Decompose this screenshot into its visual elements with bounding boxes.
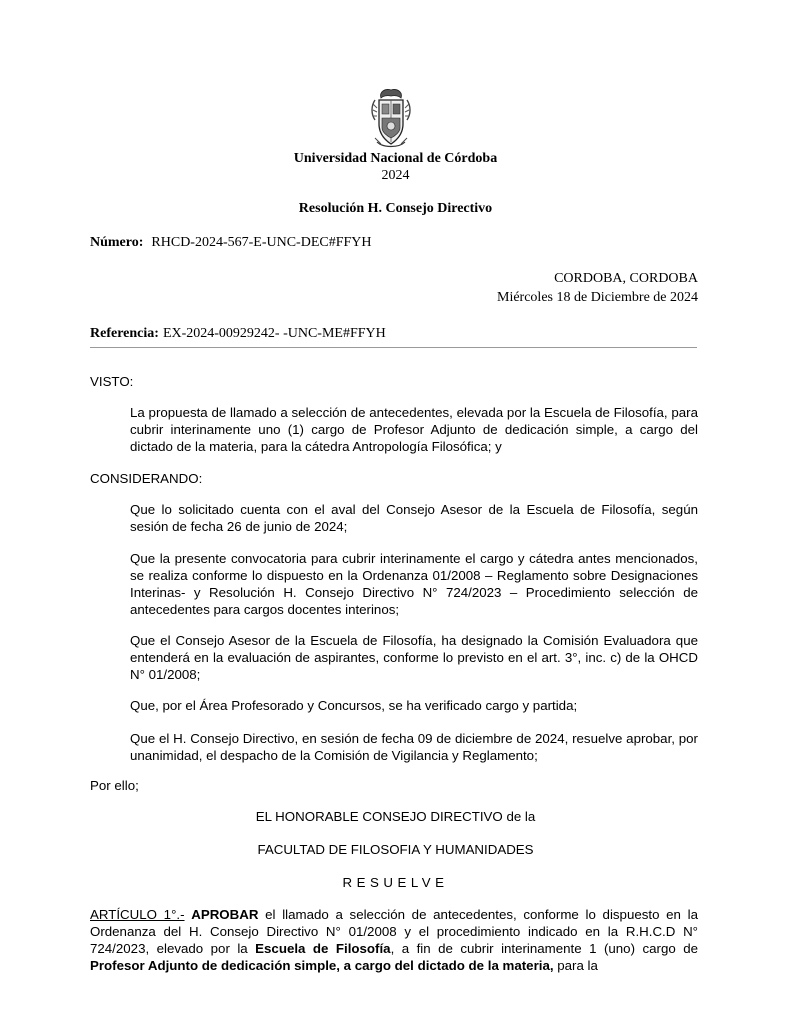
council-line-1: EL HONORABLE CONSEJO DIRECTIVO de la <box>255 809 536 824</box>
referencia-value: EX-2024-00929242- -UNC-ME#FFYH <box>162 326 386 341</box>
por-ello: Por ello; <box>90 778 139 793</box>
articulo-1-label: ARTÍCULO 1°.- <box>90 907 185 922</box>
university-seal-icon <box>369 86 413 150</box>
considerando-heading: CONSIDERANDO: <box>90 471 203 486</box>
considerando-paragraph: Que el Consejo Asesor de la Escuela de Filosofía, ha designado la Comisión Evaluadora que entenderá en la evaluación de aspirantes, conforme lo previsto en el art. 3°, inc. c) de la OHCD N° 01/2008; <box>130 633 698 682</box>
numero-value: RHCD-2024-567-E-UNC-DEC#FFYH <box>151 235 372 250</box>
numero-row <box>90 235 372 251</box>
articulo-1-cargo: Profesor Adjunto de dedicación simple, a cargo del dictado de la materia, <box>90 958 554 973</box>
resuelve-heading: RESUELVE <box>342 875 449 890</box>
considerando-paragraph: Que lo solicitado cuenta con el aval del Consejo Asesor de la Escuela de Filosofía, según sesión de fecha 26 de junio de 2024; <box>130 502 698 534</box>
articulo-1 <box>90 906 698 974</box>
numero-label: Número: <box>90 235 144 250</box>
council-line-2: FACULTAD DE FILOSOFIA Y HUMANIDADES <box>257 842 534 857</box>
articulo-1-escuela: Escuela de Filosofía <box>255 941 391 956</box>
considerando-paragraph: Que, por el Área Profesorado y Concursos, se ha verificado cargo y partida; <box>130 698 578 713</box>
date: Miércoles 18 de Diciembre de 2024 <box>497 290 698 305</box>
university-name: Universidad Nacional de Córdoba <box>293 151 498 166</box>
resolution-type: Resolución H. Consejo Directivo <box>298 201 493 216</box>
articulo-1-text-a: el llamado a selección de antecedentes, conforme lo dispuesto en la Ordenanza del H. Consejo Directivo N° 01/2008 y el procedimiento indicado en la R.H.C.D N° 724/2023, elevado por la <box>90 907 698 956</box>
considerando-paragraph: Que el H. Consejo Directivo, en sesión de fecha 09 de diciembre de 2024, resuelve aprobar, por unanimidad, el despacho de la Comisión de Vigilancia y Reglamento; <box>130 731 698 763</box>
visto-heading: VISTO: <box>90 374 134 389</box>
document-year: 2024 <box>381 168 410 183</box>
visto-paragraph: La propuesta de llamado a selección de antecedentes, elevada por la Escuela de Filosofía, para cubrir interinamente uno (1) cargo de Profesor Adjunto de dedicación simple, a cargo del dictado de la materia, para la cátedra Antropología Filosófica; y <box>130 405 698 454</box>
considerando-paragraph: Que la presente convocatoria para cubrir interinamente el cargo y cátedra antes mencionados, se realiza conforme lo dispuesto en la Ordenanza 01/2008 – Reglamento sobre Designaciones Interinas- y Resolución H. Consejo Directivo N° 724/2023 – Procedimiento selección de antecedentes para cargos docentes interinos; <box>130 551 698 617</box>
articulo-1-verb: APROBAR <box>191 907 259 922</box>
place: CORDOBA, CORDOBA <box>554 271 698 286</box>
articulo-1-text-b: , a fin de cubrir interinamente 1 (uno) cargo de <box>390 941 698 956</box>
referencia-row <box>90 326 386 342</box>
referencia-label: Referencia: <box>90 326 159 341</box>
header-divider <box>90 347 697 348</box>
articulo-1-text-c: para la <box>553 958 598 973</box>
